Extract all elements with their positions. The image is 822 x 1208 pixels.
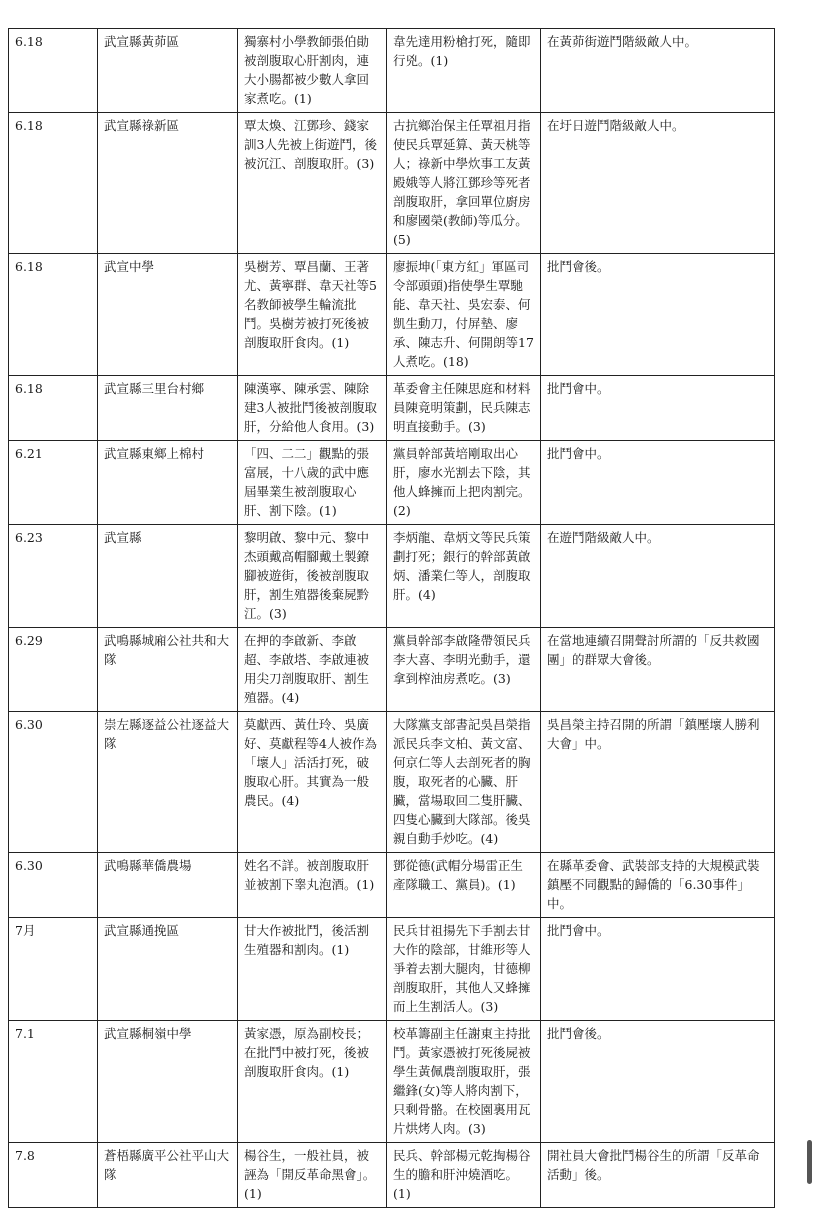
date-cell: 6.18	[9, 376, 98, 441]
date-cell: 6.18	[9, 113, 98, 254]
perpetrator-cell: 民兵甘祖揚先下手割去甘大作的陰部，甘維形等人爭着去割大腿肉，甘德柳剖腹取肝，其他人又蜂擁而上生割活人。(3)	[387, 918, 541, 1021]
victim-cell: 陳漢寧、陳承雲、陳除建3人被批鬥後被剖腹取肝，分給他人食用。(3)	[238, 376, 387, 441]
place-cell: 武宣縣	[98, 525, 238, 628]
records-table	[8, 28, 775, 1208]
date-cell: 6.29	[9, 628, 98, 712]
date-cell: 6.30	[9, 712, 98, 853]
place-cell: 武宣縣桐嶺中學	[98, 1021, 238, 1143]
victim-cell: 姓名不詳。被剖腹取肝並被割下睾丸泡酒。(1)	[238, 853, 387, 918]
perpetrator-cell: 大隊黨支部書記吳昌榮指派民兵李文柏、黃文富、何京仁等人去剖死者的胸腹，取死者的心臟、肝臟，當場取回二隻肝臟、四隻心臟到大隊部。後吳親自動手炒吃。(4)	[387, 712, 541, 853]
victim-cell: 吳樹芳、覃昌蘭、王著尤、黃寧群、韋天社等5名教師被學生輪流批鬥。吳樹芳被打死後被剖腹取肝食肉。(1)	[238, 254, 387, 376]
table-row	[9, 918, 775, 1021]
victim-cell: 在押的李啟新、李啟超、李啟塔、李啟連被用尖刀剖腹取肝、割生殖器。(4)	[238, 628, 387, 712]
date-cell: 6.21	[9, 441, 98, 525]
date-cell: 6.18	[9, 29, 98, 113]
place-cell: 武鳴縣華僑農場	[98, 853, 238, 918]
victim-cell: 甘大作被批鬥，後活割生殖器和割肉。(1)	[238, 918, 387, 1021]
date-cell: 7.8	[9, 1143, 98, 1208]
date-cell: 6.30	[9, 853, 98, 918]
place-cell: 武宣縣三里台村鄉	[98, 376, 238, 441]
perpetrator-cell: 革委會主任陳思庭和材料員陳竟明策劃，民兵陳志明直接動手。(3)	[387, 376, 541, 441]
note-cell: 在縣革委會、武裝部支持的大規模武裝鎮壓不同觀點的歸僑的「6.30事件」中。	[541, 853, 775, 918]
table-row	[9, 376, 775, 441]
date-cell: 6.18	[9, 254, 98, 376]
place-cell: 武宣縣祿新區	[98, 113, 238, 254]
note-cell: 批鬥會中。	[541, 376, 775, 441]
scrollbar[interactable]	[807, 1140, 812, 1184]
table-row	[9, 628, 775, 712]
victim-cell: 黃家憑，原為副校長；在批鬥中被打死，後被剖腹取肝食肉。(1)	[238, 1021, 387, 1143]
perpetrator-cell: 黨員幹部李啟隆帶領民兵李大喜、李明光動手，還拿到榨油房煮吃。(3)	[387, 628, 541, 712]
victim-cell: 楊谷生，一般社員，被誣為「開反革命黑會」。(1)	[238, 1143, 387, 1208]
perpetrator-cell: 李炳龍、韋炳文等民兵策劃打死；銀行的幹部黃啟炳、潘業仁等人，剖腹取肝。(4)	[387, 525, 541, 628]
victim-cell: 黎明啟、黎中元、黎中杰頭戴高帽腳戴土製鐐腳被遊街，後被剖腹取肝，割生殖器後棄屍黔江。(3)	[238, 525, 387, 628]
place-cell: 崇左縣逐益公社逐益大隊	[98, 712, 238, 853]
perpetrator-cell: 鄧從德(武帽分場雷正生產隊職工、黨員)。(1)	[387, 853, 541, 918]
perpetrator-cell: 校革籌副主任謝東主持批鬥。黃家憑被打死後屍被學生黃佩農剖腹取肝，張繼鋒(女)等人將肉割下，只剩骨骼。在校園裏用瓦片烘烤人肉。(3)	[387, 1021, 541, 1143]
victim-cell: 莫獻西、黃仕玲、吳廣好、莫獻程等4人被作為「壞人」活活打死，破腹取心肝。其實為一般農民。(4)	[238, 712, 387, 853]
perpetrator-cell: 廖振坤(「東方紅」軍區司令部頭頭)指使學生覃馳能、韋天社、吳宏泰、何凱生動刀，付屏墊、廖承、陳志升、何開朗等17人煮吃。(18)	[387, 254, 541, 376]
date-cell: 7月	[9, 918, 98, 1021]
note-cell: 批鬥會後。	[541, 1021, 775, 1143]
table-row	[9, 853, 775, 918]
note-cell: 在圩日遊鬥階級敵人中。	[541, 113, 775, 254]
perpetrator-cell: 古抗鄉治保主任覃祖月指使民兵覃延算、黃天桃等人；祿新中學炊事工友黃殿娥等人將江鄧珍等死者剖腹取肝，拿回單位廚房和廖國榮(教師)等瓜分。(5)	[387, 113, 541, 254]
date-cell: 7.1	[9, 1021, 98, 1143]
place-cell: 武宣縣通挽區	[98, 918, 238, 1021]
note-cell: 開社員大會批鬥楊谷生的所謂「反革命活動」後。	[541, 1143, 775, 1208]
table-row	[9, 113, 775, 254]
place-cell: 武鳴縣城廂公社共和大隊	[98, 628, 238, 712]
place-cell: 武宣縣黃茆區	[98, 29, 238, 113]
table-row	[9, 712, 775, 853]
note-cell: 批鬥會後。	[541, 254, 775, 376]
victim-cell: 「四、二二」觀點的張富展，十八歲的武中應屆畢業生被剖腹取心肝、割下陰。(1)	[238, 441, 387, 525]
note-cell: 吳昌榮主持召開的所謂「鎮壓壞人勝利大會」中。	[541, 712, 775, 853]
table-row	[9, 29, 775, 113]
victim-cell: 獨寨村小學教師張伯勛被剖腹取心肝割肉，連大小腸都被少數人拿回家煮吃。(1)	[238, 29, 387, 113]
perpetrator-cell: 黨員幹部黃培剛取出心肝，廖水光割去下陰，其他人蜂擁而上把肉割完。(2)	[387, 441, 541, 525]
table-row	[9, 441, 775, 525]
table-row	[9, 254, 775, 376]
note-cell: 在遊鬥階級敵人中。	[541, 525, 775, 628]
table-row	[9, 525, 775, 628]
perpetrator-cell: 韋先達用粉槍打死，隨即行兇。(1)	[387, 29, 541, 113]
perpetrator-cell: 民兵、幹部楊元乾掏楊谷生的膽和肝沖燒酒吃。(1)	[387, 1143, 541, 1208]
table-row	[9, 1143, 775, 1208]
note-cell: 批鬥會中。	[541, 441, 775, 525]
note-cell: 批鬥會中。	[541, 918, 775, 1021]
note-cell: 在當地連續召開聲討所謂的「反共救國團」的群眾大會後。	[541, 628, 775, 712]
victim-cell: 覃太煥、江鄧珍、錢家訓3人先被上街遊鬥，後被沉江、剖腹取肝。(3)	[238, 113, 387, 254]
note-cell: 在黃茆街遊鬥階級敵人中。	[541, 29, 775, 113]
place-cell: 蒼梧縣廣平公社平山大隊	[98, 1143, 238, 1208]
place-cell: 武宣縣東鄉上棉村	[98, 441, 238, 525]
date-cell: 6.23	[9, 525, 98, 628]
table-row	[9, 1021, 775, 1143]
place-cell: 武宣中學	[98, 254, 238, 376]
